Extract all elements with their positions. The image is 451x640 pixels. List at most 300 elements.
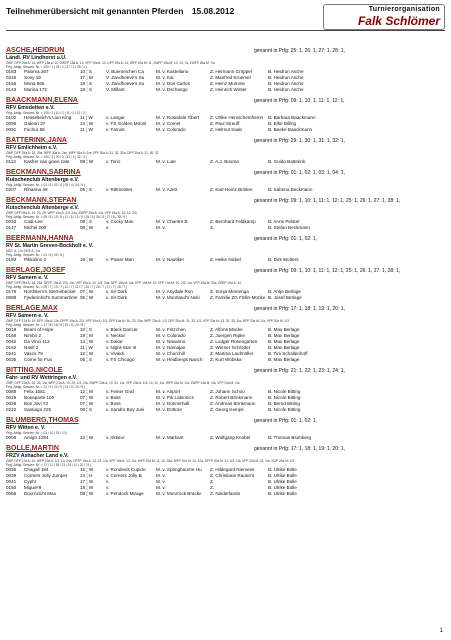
participant-name: BAACKMANN,ELENA	[6, 97, 78, 104]
class-detail-line: Prfg.-Abtlg: Gesuen: Nr. = 109 / 3 | 30 / 3 | 31 / 3 | 32 / 3 |	[6, 155, 87, 159]
horse-cell: Z. A.J. Bouma	[210, 159, 239, 164]
horse-cell: Z. Karl-Heinz Brinker	[210, 187, 253, 192]
horse-cell: v. Sir Dark	[106, 289, 128, 294]
horse-cell: Chagall 184	[24, 467, 49, 472]
club-name: Kutschenclub Altenberge e.V.	[6, 205, 79, 211]
horse-cell: 11 ¦ W	[80, 345, 93, 350]
horse-cell: v. Power Man	[106, 257, 134, 262]
horse-cell: B. Barbara Baackmann	[268, 115, 316, 120]
horse-row	[6, 435, 445, 441]
horse-cell: B. Antje Berlage	[268, 289, 301, 294]
horse-cell: B. Nicole Bitting	[268, 395, 301, 400]
horse-cell: Z. Heike Nickel	[210, 257, 241, 262]
horse-cell: M. v. Nautiker	[156, 257, 184, 262]
horse-cell: Z. Helmut Saab	[210, 127, 242, 132]
horse-cell: v. Corners Jolly B	[106, 473, 142, 478]
participant-block	[6, 442, 445, 497]
horse-cell: 0095	[6, 121, 17, 126]
horse-cell: M. v. Moorland's Noki	[156, 295, 200, 300]
horse-cell: Z. Juergen Ripke	[210, 333, 245, 338]
horse-cell: Fuchur 56	[24, 127, 45, 132]
club-name: FRZV Ashacher Land e.V.	[6, 453, 69, 459]
horse-cell: Z. Hermann Gröppel	[210, 69, 252, 74]
horse-cell: Doornzicht Max	[24, 491, 56, 496]
class-detail-line: Prfg.-Abtlg: Gesuen: Nr. = 01 / 6 | 02 / 6 |	[6, 253, 64, 257]
horse-cell: 0176	[6, 289, 17, 294]
horse-cell: Vasco 79	[24, 351, 43, 356]
horse-cell: Z. Christiane Rauscht	[210, 473, 255, 478]
horse-cell: 0033	[6, 219, 17, 224]
horse-cell: B. Ulrike Bolle	[268, 479, 297, 484]
horse-cell: Rihanna 49	[24, 187, 48, 192]
horse-cell: M. v. Kastellano	[156, 69, 189, 74]
horse-cell: Z.	[210, 479, 215, 484]
entered-classes: genannt in Prfg: 09: 1, 10: 1, 11: 1, 12: 1, 25: 1, 26: 1, 27: 1, 28: 1,	[254, 198, 401, 204]
horse-cell: 09 ¦ W	[80, 159, 94, 164]
horse-cell: 11 ¦ W	[80, 115, 93, 120]
horse-cell: M. v. Chantre B	[156, 219, 188, 224]
entered-classes: genannt in Prfg: 09: 1, 10: 1, 11: 1, 12: 1,	[254, 98, 345, 104]
horse-cell: 15 ¦ W	[80, 467, 94, 472]
horse-cell: M. v. Lute	[156, 159, 176, 164]
horse-cell: 0088	[6, 295, 17, 300]
participant-header	[6, 302, 445, 312]
horse-cell: B. Max Berlage	[268, 339, 300, 344]
horse-row	[6, 159, 445, 165]
horse-cell: B. Ulrike Bolle	[268, 485, 297, 490]
horse-cell: B. Heidrun Asche	[268, 87, 304, 92]
club-name: Ländl. RV Lindhorst u.U.	[6, 55, 67, 61]
horse-cell: M. v.	[156, 479, 166, 484]
horse-cell: Z. Johann Schoo	[210, 389, 245, 394]
horse-cell: V. Zandhoeve's Su	[106, 75, 145, 80]
horse-cell: v. Sir Dark	[106, 295, 128, 300]
class-detail-line: ZWP, DFP 29a A: 10, 29a, WFP 30a A: 2ze, WFP 30a A: 2ze VFP 30a A: 31, 32, 32a, DFP 30a A: 31, 30, 32	[6, 151, 159, 155]
horse-cell: Hesselteich's Lion King	[24, 115, 72, 120]
horse-row	[6, 187, 445, 193]
horse-cell: Pikkolino 2	[24, 257, 47, 262]
horse-cell: Z. Bernhard Feldkamp	[210, 219, 256, 224]
participant-name: BITTING,NICOLE	[6, 367, 63, 374]
horse-cell: Z.	[210, 485, 215, 490]
horse-cell: v. Langar	[106, 115, 125, 120]
horse-cell: 05 ¦ S	[80, 357, 92, 362]
horse-cell: 0028	[6, 401, 17, 406]
class-detail-line: ZWP, DFP 29a A: 14, WFP 18a A: 10, ZWFP 18a A: 13, VFP 19a A: 13, DFP 19a A: 14, WFP 20a M: 11, ZWFP 15a M: 12, 13, 7a, ZWFP 28a M: 7/a	[6, 61, 215, 65]
horse-cell: Z. Ulrike Hemschemhemn	[210, 115, 264, 120]
horse-cell: Miguel 9	[24, 485, 42, 490]
horse-cell: 08 ¦ S	[80, 219, 92, 224]
horse-cell: 12 ¦ W	[80, 435, 94, 440]
header-divider	[6, 30, 445, 31]
horse-cell: B. Sabrina Beckmann	[268, 187, 313, 192]
horse-cell: B. Ulrike Bolle	[268, 473, 297, 478]
horse-cell: 0029	[6, 395, 17, 400]
horse-cell: M. v. Moorrock Bracke	[156, 491, 202, 496]
horse-cell: 0036	[6, 357, 17, 362]
class-detail-line: Prfg.-Abtlg: Gesuen: Nr. = 01 / 4 | 02 / 4 | 03 / 4 | 04 / 4 |	[6, 183, 85, 187]
horse-cell: B. Heidrun Asche	[268, 69, 304, 74]
horse-cell: Da Vinci 112	[24, 339, 50, 344]
horse-cell: B. Josef Berlage	[268, 295, 302, 300]
class-detail-line: ZWP, DFP 17a A: 10, DFP 19a A: 1/a, DFFP 19a A: 2/3, VFP 19a A: 1/3, DFP 19a M: 16, 23, 24a, WFP 20a A: 1/2, DFP 20a M: 31, 32, 1/3, VFP 20a M: 13, 32, 33, 1/a, DFP 20a M: 1/a, VFP 20a M: 1/3	[6, 319, 289, 323]
class-detail-line: Prfg.-Abtlg: Gesuen: Nr. = 09 / 7 | 10 / 7 | 11 / 7 | 12 / 7 | 25 / 7 | 26 / 7 | 27 / 7 | 28 / 7 |	[6, 285, 127, 289]
club-name: RFV Emlichheim e.V.	[6, 145, 58, 151]
horse-cell: v. Aktieur	[106, 435, 125, 440]
horse-cell: 0091	[6, 127, 17, 132]
horse-cell: 10 ¦ S	[80, 69, 92, 74]
horse-row	[6, 127, 445, 133]
horse-cell: Z. Andreas Brinkmann	[210, 401, 256, 406]
horse-cell: 0222	[6, 407, 17, 412]
horse-cell: 0085	[6, 389, 17, 394]
horse-cell: Felix 1581	[24, 389, 46, 394]
horse-cell: 0112	[6, 159, 16, 164]
horse-cell: Z. Paul Streuff	[210, 121, 240, 126]
horse-cell: v. Famos	[106, 127, 125, 132]
horse-cell: v.	[106, 225, 110, 230]
participant-header	[6, 232, 445, 242]
horse-cell: M. v. Kai	[156, 75, 174, 80]
horse-cell: 17 ¦ W	[80, 479, 94, 484]
horse-cell: B. Guido Batterink	[268, 159, 306, 164]
horse-row	[6, 257, 445, 263]
horse-cell: M. v. Navarino	[156, 339, 186, 344]
horse-cell: Z.	[210, 225, 215, 230]
horse-cell: 18 ¦ W	[80, 485, 94, 490]
horse-cell: Paloma 267	[24, 69, 49, 74]
horse-cell: M. v. Comet	[156, 121, 181, 126]
horse-cell: Bonaparte 100	[24, 395, 55, 400]
horse-cell: Sony 18	[24, 75, 41, 80]
horse-cell: Z. Hildegard Niemeier	[210, 467, 255, 472]
horse-cell: Galeon 37	[24, 121, 46, 126]
horse-cell: 17 ¦ W	[80, 75, 94, 80]
class-detail-line: Prfg.-Abtlg: Gesuen: Nr. = 17 / 11 | 18 / 11 | 19 / 11 | 20 / 11 |	[6, 463, 92, 467]
participant-name: BATTERINK,JANA	[6, 137, 67, 144]
horse-cell: Z. Familie ZG Föllin-Münke	[210, 295, 266, 300]
horse-cell: M. v.	[156, 225, 166, 230]
participant-block	[6, 264, 445, 301]
participant-block	[6, 94, 445, 133]
page-number: 1	[439, 628, 443, 634]
participant-header	[6, 364, 445, 374]
horse-row	[6, 491, 445, 497]
horse-cell: B. Tim Schallenhoff	[268, 351, 308, 356]
participant-header	[6, 166, 445, 176]
horse-cell: B. Nicole Bitting	[268, 389, 301, 394]
club-name: Kutschenclub Altenberge e.V.	[6, 177, 79, 183]
horse-cell: M. v.	[156, 485, 166, 490]
horse-cell: Kasher van gowe zate	[24, 159, 70, 164]
horse-cell: 07 ¦ W	[80, 401, 94, 406]
horse-cell: v. Rondevis Cupido	[106, 467, 146, 472]
club-name: Fahr- und RV Wettringen e.V.	[6, 375, 78, 381]
page-header	[6, 4, 445, 28]
class-detail-line: ZWP, DFP 09a A: 16, 25a, DFFP 19a A: 2/3, 1/a, VFP 19a A: 10, 2/3, 30a, DFP 19a M: 2/a, VFP 19a M: 10, VFP 19a M: 10, 2/3, 1/a, VFP 19a M: 20a, DBFP 19a A: 14	[6, 281, 241, 285]
horse-cell: Cyphr	[24, 479, 37, 484]
horse-cell: M. v. Dschango	[156, 87, 188, 92]
entered-classes: genannt in Prfg: 09: 1, 10: 1, 11: 1, 12: 1, 25: 1, 26: 1, 27: 1, 28: 1,	[254, 268, 401, 274]
horse-cell: Nimbo 2	[24, 333, 42, 338]
club-name: RFV Witten e. V.	[6, 425, 46, 431]
horse-cell: Z. Ludger Rosengarten	[210, 339, 258, 344]
horse-cell: B. Nicole Bitting	[268, 407, 301, 412]
horse-cell: 05 ¦ S	[80, 187, 92, 192]
horse-cell: B. Thomas Blumberg	[268, 435, 312, 440]
participant-block	[6, 414, 445, 441]
horse-cell: v. FS Golden Moonl	[106, 121, 147, 126]
participant-header	[6, 44, 445, 54]
horse-cell: M. v. Heidbergs Nanch	[156, 357, 203, 362]
horse-cell: Z. Werner Schröder	[210, 345, 251, 350]
horse-cell: B. Ulrike Bolle	[268, 467, 297, 472]
horse-cell: Mona 865	[24, 81, 45, 86]
participant-block	[6, 134, 445, 165]
horse-cell: Cadi-Lee	[24, 219, 43, 224]
class-detail-line: ZWP, DFP 17a A: 10, WFP 19a A: 1/3, 10, 24a, DFFP 19a A: 13, 23, 1/a, VFP 19a A: 13, 1/a, WFP 20a M: 11, 10, 32a, WFP 20a M: 13, 22a, DFFP 20a M: 31, 2/3, 1/a, VFP 20a M: 31, 1/a, SOP 29a M: 1/3	[6, 459, 294, 463]
entered-classes: genannt in Prfg: 17: 1, 18: 1, 19: 1, 20: 1,	[254, 446, 345, 452]
horse-cell: Z. Sonja Memenga	[210, 289, 249, 294]
horse-cell: v. FS Chicago	[106, 357, 135, 362]
horse-cell: B. Anne Pelster	[268, 219, 300, 224]
horse-cell: B. Max Berlage	[268, 327, 300, 332]
horse-cell: 0193	[6, 257, 17, 262]
horse-cell: V. Buenteichen Ca	[106, 69, 144, 74]
horse-cell: 11 ¦ W	[80, 127, 93, 132]
class-detail-line: Prfg.-Abtlg: Gesuen: Nr. = 100 / 1 | 26 / 1 | 27 / 1 | 28 / 1 |	[6, 65, 87, 69]
horse-cell: M. v. Churchill	[156, 351, 185, 356]
horse-cell: B. Bernd Bitting	[268, 401, 300, 406]
participant-header	[6, 442, 445, 452]
title-text: Teilnehmerübersicht mit genannten Pferden	[6, 6, 184, 16]
horse-cell: Z. Alfons Mücke	[210, 327, 243, 332]
horse-cell: B. Heidrun Asche	[268, 81, 304, 86]
horse-cell: M. v. Colorado	[156, 127, 186, 132]
horse-cell: v. Vivaldi	[106, 351, 124, 356]
participant-block	[6, 194, 445, 231]
horse-cell: M. v. Springbourne Hu	[156, 467, 202, 472]
horse-cell: Beam of Hope	[24, 327, 54, 332]
entered-classes: genannt in Prfg: 01: 1, 02: 1,	[254, 236, 318, 242]
horse-cell: 0207	[6, 187, 17, 192]
participant-header	[6, 194, 445, 204]
horse-cell: 12 ¦ W	[80, 389, 94, 394]
horse-cell: B. Ulrike Bolle	[268, 491, 297, 496]
participant-name: BECKMANN,SABRINA	[6, 169, 81, 176]
class-detail-line: Prfg.-Abtlg: Gesuen: Nr. = 17 / 8 | 18 / 8 | 19 / 8 | 20 / 8 |	[6, 323, 85, 327]
horse-cell: M. v. Dottore	[156, 407, 182, 412]
horse-row	[6, 407, 445, 413]
participant-list	[6, 44, 445, 498]
participant-header	[6, 134, 445, 144]
horse-cell: 0006	[6, 435, 17, 440]
participant-name: BOLLE,MARTIN	[6, 445, 59, 452]
participant-block	[6, 166, 445, 193]
horse-cell: 0150	[6, 485, 17, 490]
participant-name: BERLAGE,JOSEF	[6, 267, 66, 274]
participant-name: BEERMANN,HANNA	[6, 235, 74, 242]
organizer-logo	[323, 4, 445, 30]
horse-cell: Z. Heinz Mumme	[210, 81, 245, 86]
horse-cell: V. Millant	[106, 87, 125, 92]
club-name: RFV Emsdetten e.V.	[6, 105, 55, 111]
horse-cell: B. Beeke Baackmann	[268, 127, 313, 132]
horse-cell: 05 ¦ W	[80, 295, 94, 300]
horse-cell: 0226	[6, 75, 17, 80]
club-name: RFV Samern e. V.	[6, 313, 49, 319]
horse-cell: v. Cocky Man	[106, 219, 134, 224]
horse-cell: M. v. Anydale Ron	[156, 289, 193, 294]
title-date: 15.08.2012	[191, 6, 235, 16]
horse-cell: Amigo 1284	[24, 435, 49, 440]
horse-cell: Nordstern's Sternebecker	[24, 289, 76, 294]
horse-cell: 07 ¦ W	[80, 289, 94, 294]
horse-cell: 10 ¦ S	[80, 327, 92, 332]
horse-cell: v. Boss	[106, 395, 121, 400]
horse-cell: 0168	[6, 333, 17, 338]
participant-block	[6, 232, 445, 263]
horse-cell: Z. Niederlande	[210, 491, 241, 496]
horse-row	[6, 225, 445, 231]
horse-cell: 0066	[6, 491, 17, 496]
entered-classes: genannt in Prfg: 01: 1, 02: 1,	[254, 418, 318, 424]
horse-cell: 19 ¦ S	[80, 87, 92, 92]
class-detail-line: ZWP, DFP 21a A: 23, 28, 1/a, WFP 21a A: 13, 29, 1/3, 2/a, ZWFP 23a A: 10, 23, 1/a, VFP 23a A: 1/3, 10, 12, 2/a, WFP 23a M: 1/a, ZWFP 24a M: 1/a, VFP 24a M: 1/a	[6, 381, 240, 385]
horse-cell: 0241	[6, 351, 17, 356]
horse-cell: v. Black Dancer	[106, 327, 138, 332]
horse-cell: V. Zandhoeve's Su	[106, 81, 145, 86]
horse-cell: 0102	[6, 115, 17, 120]
horse-cell: M. v. Donnerhall	[156, 401, 190, 406]
horse-cell: v. Boss	[106, 401, 121, 406]
horse-cell: Marina 172	[24, 87, 47, 92]
class-detail-line: Prfg.-Abtlg: Gesuen: Nr. = 01 / 10 | 02 / 10 |	[6, 431, 68, 435]
horse-cell: Fjederinhof's Summertime	[24, 295, 78, 300]
horse-cell: 0035	[6, 467, 17, 472]
participant-name: BECKMANN,STEFAN	[6, 197, 77, 204]
horse-cell: 14 ¦ W	[80, 339, 94, 344]
horse-cell: 06 ¦ S	[80, 407, 92, 412]
horse-cell: Z. Martina Laufmöller	[210, 351, 254, 356]
horse-cell: 0019	[6, 327, 17, 332]
horse-cell: v.	[106, 485, 110, 490]
horse-cell: Corners Jolly Jumper	[24, 473, 68, 478]
horse-cell: B. Dirk Wolters	[268, 257, 299, 262]
horse-cell: v. Rittmeister	[106, 187, 133, 192]
horse-cell: M. v. Colorado	[156, 333, 186, 338]
logo-line2: Falk Schlömer	[357, 14, 440, 28]
horse-cell: v. Dakar	[106, 339, 123, 344]
horse-cell: B. Max Berlage	[268, 357, 300, 362]
horse-cell: 14 ¦ H	[80, 473, 93, 478]
horse-cell: Come for Fun	[24, 357, 53, 362]
entered-classes: genannt in Prfg: 17: 1, 18: 1, 19: 1, 20: 1,	[254, 306, 345, 312]
horse-cell: B. Stefan Beckmann	[268, 225, 310, 230]
horse-cell: v. Feiner Graf	[106, 389, 134, 394]
horse-row	[6, 87, 445, 93]
horse-cell: M. v. Rosedale Tibert	[156, 115, 200, 120]
participant-header	[6, 264, 445, 274]
horse-cell: B. Elke Billing	[268, 121, 297, 126]
horse-cell: v. Pendock Mirage	[106, 491, 144, 496]
horse-cell: B. Heidrun Asche	[268, 75, 304, 80]
horse-cell: Z. Georg Kemps	[210, 407, 244, 412]
class-detail-line: Prfg.-Abtlg: Gesuen: Nr. = 21 / 9 | 22 / 9 | 23 / 9 | 24 / 9 |	[6, 385, 85, 389]
horse-row	[6, 295, 445, 301]
class-detail-line: Prfg.-Abtlg: Gesuen: Nr. = 109 / 2 | 10 / 2 | 11 / 2 | 12 / 2 |	[6, 111, 87, 115]
horse-cell: Z. Heinrich Winter	[210, 87, 247, 92]
horse-cell: v.	[106, 479, 110, 484]
horse-cell: 18 ¦ S	[80, 81, 92, 86]
horse-cell: Z. Wolfgang Knobel	[210, 435, 251, 440]
participant-block	[6, 364, 445, 413]
entered-classes: genannt in Prfg: 25: 1, 26: 1, 27: 1, 28: 1,	[254, 48, 345, 54]
horse-cell: v. Neckar	[106, 333, 126, 338]
horse-cell: 0147	[6, 225, 17, 230]
horse-row	[6, 357, 445, 363]
participant-name: BERLAGE,MAX	[6, 305, 58, 312]
entered-classes: genannt in Prfg: 21: 1, 22: 1, 23: 1, 24: 1,	[254, 368, 345, 374]
horse-cell: v. Sandro Boy Juni	[106, 407, 145, 412]
horse-cell: 08 ¦ W	[80, 225, 94, 230]
participant-name: BLUMBERG,THOMAS	[6, 417, 79, 424]
horse-cell: Nasif 2	[24, 345, 39, 350]
horse-cell: 0042	[6, 339, 17, 344]
club-name: RFV Samern e. V.	[6, 275, 49, 281]
horse-cell: B. Max Berlage	[268, 345, 300, 350]
horse-cell: M. v. Fritzchen	[156, 327, 186, 332]
horse-cell: Z. Manfred Kroemer	[210, 75, 252, 80]
horse-cell: 08 ¦ W	[80, 491, 94, 496]
horse-cell: Michel 200	[24, 225, 47, 230]
horse-cell: v. Night-Star III	[106, 345, 137, 350]
horse-cell: 14 ¦ W	[80, 121, 94, 126]
horse-cell: 0039	[6, 473, 17, 478]
horse-cell: 0041	[6, 479, 17, 484]
horse-cell: Z. Robert Brinkmann	[210, 395, 253, 400]
entered-classes: genannt in Prfg: 29: 1, 30: 1, 31: 1, 32: 1,	[254, 138, 345, 144]
page-title	[6, 6, 234, 16]
horse-cell: M. v. Don Carlos	[156, 81, 190, 86]
horse-cell: M. v. Pik Labionics	[156, 395, 194, 400]
horse-cell: Santiago 225	[24, 407, 52, 412]
horse-cell: 0143	[6, 87, 17, 92]
horse-cell: 07 ¦ W	[80, 395, 94, 400]
participant-name: ASCHE,HEIDRUN	[6, 47, 65, 54]
class-detail-line: DEE: A, 1/a, DEE A, 1/a	[6, 249, 40, 253]
horse-cell: M. v. Namajan	[156, 345, 186, 350]
horse-cell: 12 ¦ W	[80, 351, 94, 356]
horse-cell: Bon Jovi 72	[24, 401, 49, 406]
participant-header	[6, 414, 445, 424]
participant-block	[6, 44, 445, 93]
entered-classes: genannt in Prfg: 01: 1, 02: 1, 03: 1, 04: 1,	[254, 170, 345, 176]
participant-block	[6, 302, 445, 363]
logo-line1: Turnierorganisation	[368, 6, 440, 13]
class-detail-line: Prfg.-Abtlg: Gesuen: Nr. = 09 / 5 | 10 / 5 | 11 / 5 | 12 / 5 | 25 / 5 | 26 / 5 | 27 / 5 | 28 / 5 |	[6, 215, 127, 219]
horse-cell: M. v. Azett	[156, 187, 178, 192]
participant-header	[6, 94, 445, 104]
horse-cell: v. Torio	[106, 159, 121, 164]
horse-cell: 16 ¦ W	[80, 257, 94, 262]
club-name: RV St. Martin Greven-Bockholt e. V.	[6, 243, 94, 249]
horse-cell: 0162	[6, 345, 17, 350]
horse-cell: 0183	[6, 69, 17, 74]
horse-cell: 0156	[6, 81, 17, 86]
horse-cell: M. v.	[156, 473, 166, 478]
horse-cell: M. v. Airport	[156, 389, 181, 394]
